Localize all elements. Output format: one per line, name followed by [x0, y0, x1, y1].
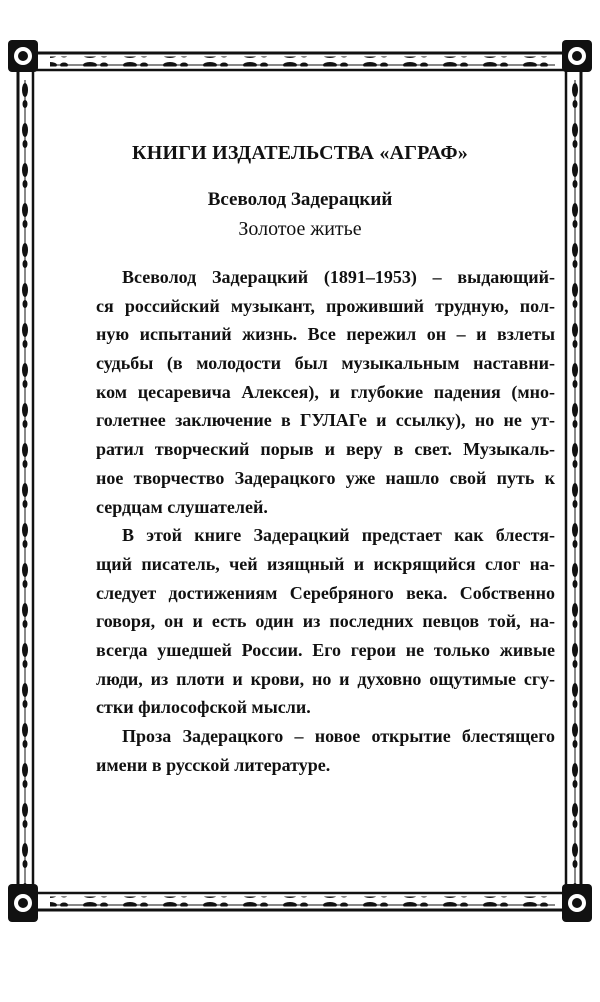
bottom-rail	[36, 893, 566, 910]
book-author: Всеволод Задерацкий	[207, 189, 393, 210]
paragraph-line: ком цесаревича Алексея), и глубокие падения (мно-	[96, 381, 555, 402]
paragraph-line: имени в русской литературе.	[96, 754, 331, 775]
paragraph-line: В этой книге Задерацкий предстает как блестя-	[122, 525, 555, 546]
book-description	[96, 263, 555, 779]
corner-ornament-bottom-right	[562, 884, 592, 922]
corner-ornament-bottom-left	[8, 884, 38, 922]
book-title: Золотое житье	[238, 218, 362, 240]
page-title: КНИГИ ИЗДАТЕЛЬСТВА «АГРАФ»	[132, 142, 468, 164]
paragraph-line: сердцам слушателей.	[96, 496, 268, 517]
paragraph-line: Проза Задерацкого – новое открытие блестящего	[122, 726, 555, 746]
paragraph-line: следует достижениям Серебряного века. Собственно	[96, 582, 555, 603]
paragraph-line: Всеволод Задерацкий (1891–1953) – выдающий-	[122, 267, 555, 287]
paragraph-line: ное творчество Задерацкого уже нашло свой путь к	[96, 467, 555, 488]
top-rail	[36, 53, 566, 70]
paragraph-line: стки философской мысли.	[96, 697, 311, 718]
paragraph-line: щий писатель, чей изящный и искрящийся слог на-	[96, 553, 555, 574]
paragraph-line: всегда ушедшей России. Его герои не только живые	[96, 639, 555, 660]
paragraph-line: судьбы (в молодости был музыкальным наставни-	[96, 353, 555, 374]
paragraph-line: ся российский музыкант, проживший трудную, пол-	[96, 295, 555, 316]
paragraph-line: ную испытаний жизнь. Все пережил он – и взлеты	[96, 324, 555, 345]
corner-ornament-top-left	[8, 40, 38, 72]
paragraph-line: голетнее заключение в ГУЛАГе и ссылку), но не ут-	[96, 410, 555, 431]
paragraph-line: ратил творческий порыв и веру в свет. Музыкаль-	[96, 439, 555, 460]
paragraph-line: говоря, он и есть один из последних певцов той, на-	[96, 611, 555, 632]
corner-ornament-top-right	[562, 40, 592, 72]
paragraph-line: люди, из плоти и крови, но и духовно ощутимые сгу-	[96, 668, 555, 689]
